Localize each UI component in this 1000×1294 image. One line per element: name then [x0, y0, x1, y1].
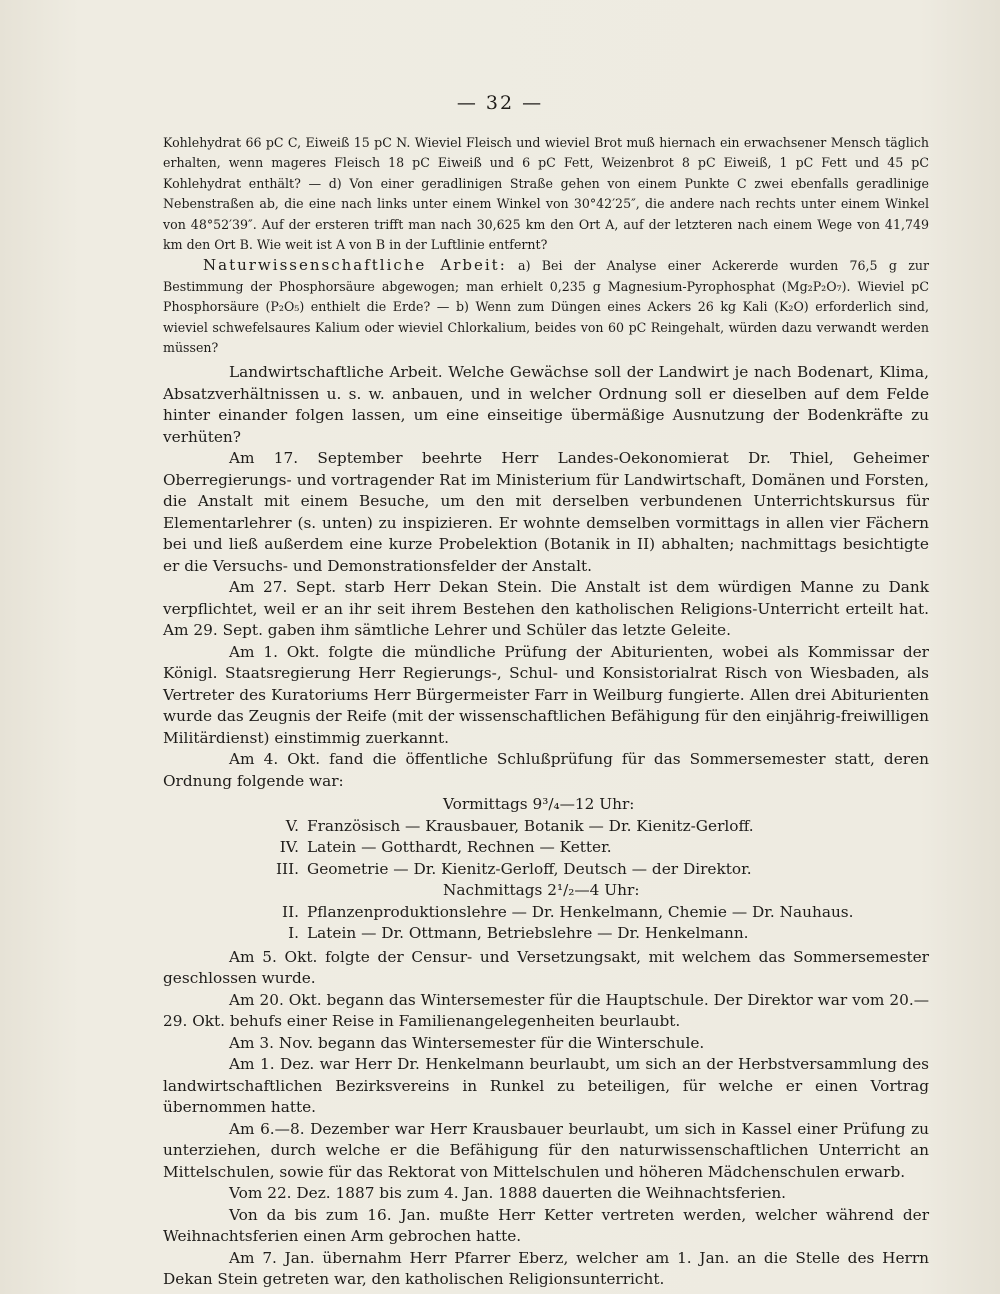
paragraph: Am 1. Okt. folgte die mündliche Prüfung der Abiturienten, wobei als Kommissar der Königl. Staatsregierung Herr Regierungs-, Schul- und Konsistorialrat Risch von Wiesbaden, als Vertreter des Kuratoriums Herr Bürgermeister Farr in Weilburg fungierte. Allen drei Abiturienten wurde das Zeugnis der Reife (mit der wissenschaftlichen Befähigung für den einjährig-freiwilligen Militärdienst) einstimmig zuerkannt. — [163, 642, 929, 747]
paragraph: Von da bis zum 16. Jan. mußte Herr Ketter vertreten werden, welcher während der Weihnachtsferien einen Arm gebrochen hatte. — [163, 1205, 929, 1246]
subjects-text: Latein — Dr. Ottmann, Betriebslehre — Dr. Henkelmann. — [307, 924, 749, 943]
paragraph: Am 3. Nov. begann das Wintersemester für die Winterschule. — [229, 1033, 705, 1052]
schedule-row — [163, 923, 929, 945]
exam-questions-section — [163, 133, 929, 358]
class-label: IV. — [279, 838, 299, 857]
paragraph: Am 6.—8. Dezember war Herr Krausbauer beurlaubt, um sich in Kassel einer Prüfung zu unterziehen, durch welche er die Befähigung für den naturwissenschaftlichen Unterricht an Mittelschulen, sowie für das Rektorat von Mittelschulen und höheren Mädchenschulen erwarb. — [163, 1119, 929, 1181]
chronicle-section — [163, 362, 929, 1291]
paragraph: Am 20. Okt. begann das Wintersemester für die Hauptschule. Der Direktor war vom 20.—29. Okt. behufs einer Reise in Familienangelegenheiten beurlaubt. — [163, 990, 929, 1031]
afternoon-heading: Nachmittags 2¹/₂—4 Uhr: — [443, 881, 640, 900]
subjects-text: Geometrie — Dr. Kienitz-Gerloff, Deutsch — der Direktor. — [307, 859, 752, 878]
class-label: III. — [276, 859, 299, 878]
exam-schedule — [163, 794, 929, 945]
science-heading: Naturwissenschaftliche Arbeit: — [203, 256, 507, 275]
subjects-text: Französisch — Krausbauer, Botanik — Dr. Kienitz-Gerloff. — [307, 816, 754, 835]
schedule-row — [163, 837, 929, 859]
agriculture-question-paragraph: Landwirtschaftliche Arbeit. Welche Gewächse soll der Landwirt je nach Bodenart, Klima, Absatzverhältnissen u. s. w. anbauen, und in welcher Ordnung soll er dieselben auf dem Felde hinter einander folgen lassen, um eine einseitige übermäßige Ausnutzung der Bodenkräfte zu verhüten? — [163, 363, 929, 446]
subjects-text: Pflanzenproduktionslehre — Dr. Henkelmann, Chemie — Dr. Nauhaus. — [307, 902, 854, 921]
paragraph: Am 1. Dez. war Herr Dr. Henkelmann beurlaubt, um sich an der Herbstversammlung des landwirtschaftlichen Bezirksvereins in Runkel zu beteiligen, für welche er einen Vortrag übernommen hatte. — [163, 1055, 929, 1117]
class-label: I. — [288, 924, 299, 943]
schedule-row — [163, 902, 929, 924]
paragraph: Am 7. Jan. übernahm Herr Pfarrer Eberz, welcher am 1. Jan. an die Stelle des Herrn Dekan Stein getreten war, den katholischen Religionsunterricht. — [163, 1248, 929, 1289]
paragraph: Am 27. Sept. starb Herr Dekan Stein. Die Anstalt ist dem würdigen Manne zu Dank verpflichtet, weil er an ihr seit ihrem Bestehen den katholischen Religions-Unterricht erteilt hat. Am 29. Sept. gaben ihm sämtliche Lehrer und Schüler das letzte Geleite. — [163, 578, 929, 640]
class-label: II. — [282, 902, 299, 921]
paragraph: Am 17. September beehrte Herr Landes-Oekonomierat Dr. Thiel, Geheimer Oberregierungs- und vortragender Rat im Ministerium für Landwirtschaft, Domänen und Forsten, die Anstalt mit einem Besuche, um den mit derselben verbundenen Unterrichtskursus für Elementarlehrer (s. unten) zu inspizieren. Er wohnte demselben vormittags in allen vier Fächern bei und ließ außerdem eine kurze Probelektion (Botanik in II) abhalten; nachmittags besichtigte er die Versuchs- und Demonstrationsfelder der Anstalt. — [163, 449, 929, 575]
text-block — [163, 133, 929, 1291]
class-label: V. — [285, 816, 299, 835]
math-question-paragraph: Kohlehydrat 66 pC C, Eiweiß 15 pC N. Wieviel Fleisch und wieviel Brot muß hiernach ein erwachsener Mensch täglich erhalten, wenn mageres Fleisch 18 pC Eiweiß und 6 pC Fett, Weizenbrot 8 pC Eiweiß, 1 pC Fett und 45 pC Kohlehydrat enthält? — d) Von einer geradlinigen Straße gehen von einem Punkte C zwei ebenfalls geradlinige Nebenstraßen ab, die eine nach links unter einem Winkel von 30°42′25″, die andere nach rechts unter einem Winkel von 48°52′39″. Auf der ersteren trifft man nach 30,625 km den Ort A, auf der letzteren nach einem Wege von 41,749 km den Ort B. Wie weit ist A von B in der Luftlinie entfernt? — [163, 135, 929, 253]
schedule-row — [163, 859, 929, 881]
paragraph: Vom 22. Dez. 1887 bis zum 4. Jan. 1888 dauerten die Weihnachtsferien. — [229, 1184, 787, 1203]
paragraph: Am 5. Okt. folgte der Censur- und Versetzungsakt, mit welchem das Sommersemester geschlossen wurde. — [163, 947, 929, 988]
science-question-text: a) Bei der Analyse einer Ackererde wurden 76,5 g zur Bestimmung der Phosphorsäure abgewogen; man erhielt 0,235 g Magnesium-Pyrophosphat (Mg₂P₂O₇). Wieviel pC Phosphorsäure (P₂O₅) enthielt die Erde? — b) Wenn zum Düngen eines Ackers 26 kg Kali (K₂O) erforderlich sind, wieviel schwefelsaures Kalium oder wieviel Chlorkalium, beides von 60 pC Reingehalt, würden dazu verwandt werden müssen? — [163, 258, 929, 356]
paragraph: Am 4. Okt. fand die öffentliche Schlußprüfung für das Sommersemester statt, deren Ordnung folgende war: — [163, 750, 929, 790]
subjects-text: Latein — Gotthardt, Rechnen — Ketter. — [307, 838, 612, 857]
schedule-row — [163, 816, 929, 838]
science-question-paragraph — [163, 255, 929, 358]
morning-heading: Vormittags 9³/₄—12 Uhr: — [443, 795, 635, 814]
page-number: — 32 — — [456, 92, 544, 114]
